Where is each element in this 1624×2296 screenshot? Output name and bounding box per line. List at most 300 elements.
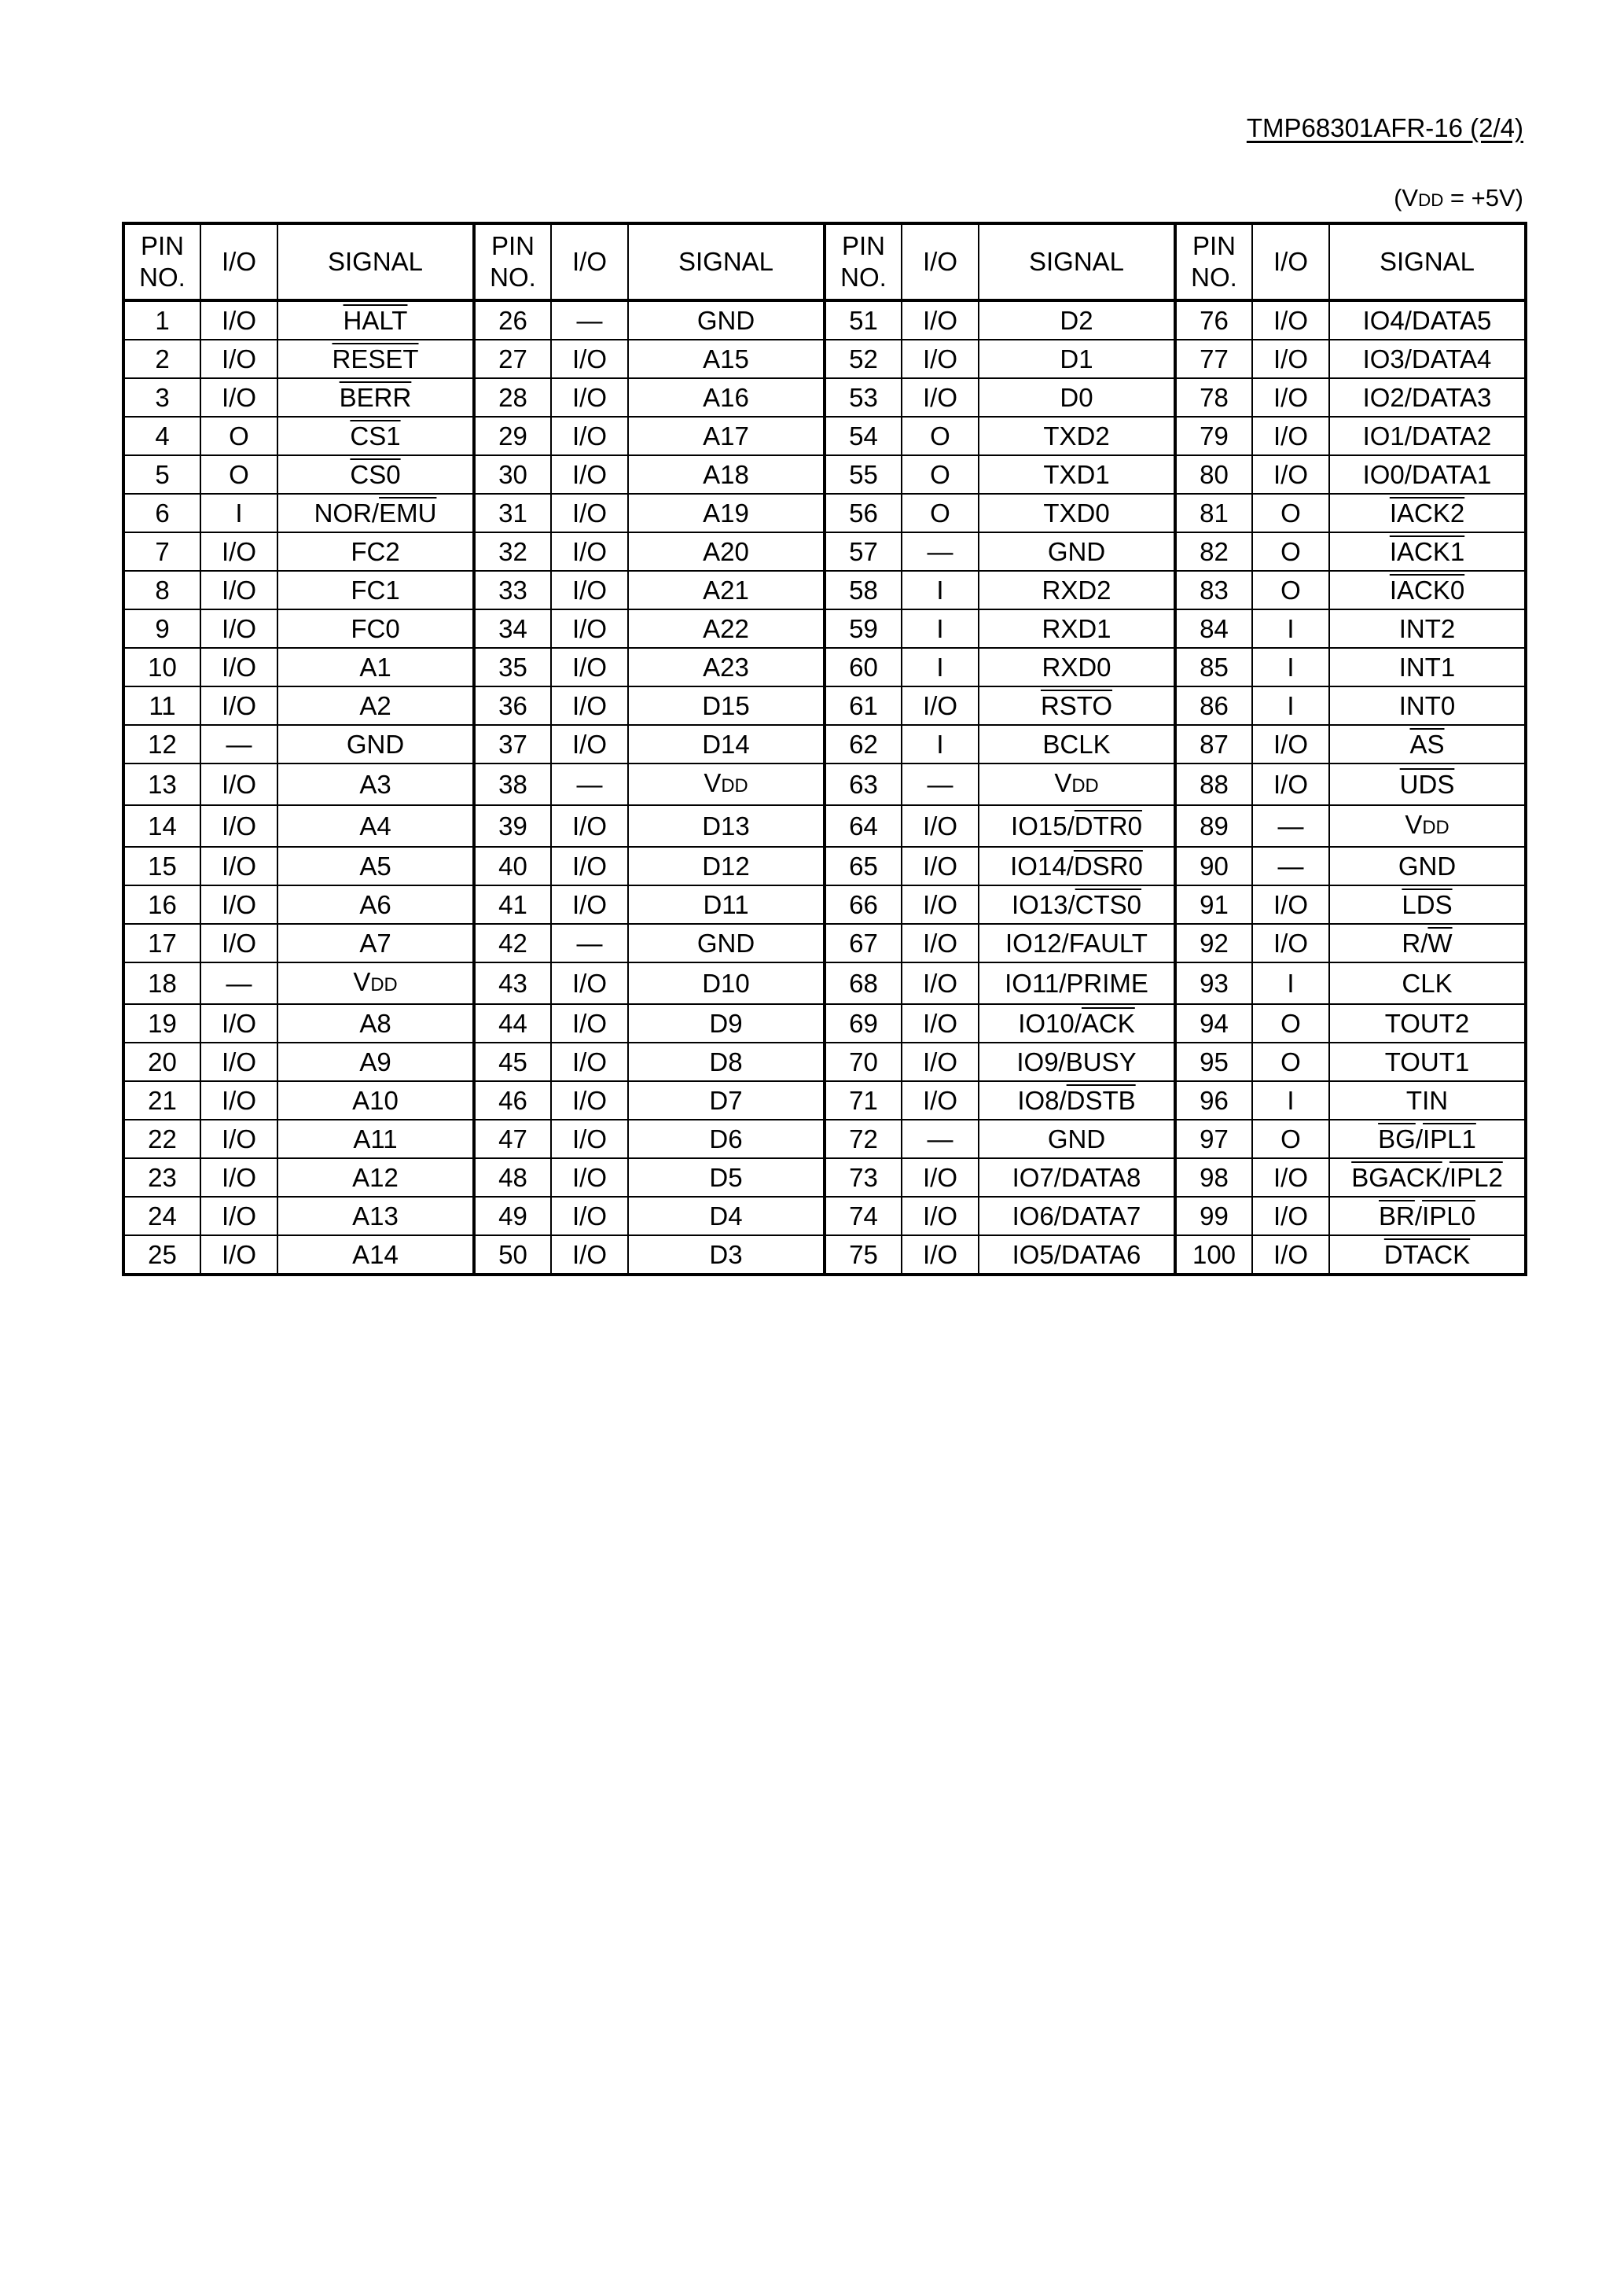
signal-name-cell — [628, 1043, 825, 1081]
table-row — [123, 885, 1526, 924]
signal-text-active-low: $\overline{ACK}$ — [1081, 1009, 1135, 1038]
pin-number-cell: 87 — [1175, 725, 1252, 763]
pin-number-cell: 65 — [825, 847, 902, 885]
table-row — [123, 300, 1526, 340]
signal-name-cell — [979, 1197, 1175, 1235]
io-direction-cell: I/O — [902, 1004, 979, 1043]
pin-number-cell: 20 — [123, 1043, 200, 1081]
signal-text-active-low: HALT — [343, 306, 408, 335]
signal-name-cell — [277, 962, 474, 1004]
signal-text-active-low: $\overline{BG}$ — [1378, 1124, 1416, 1154]
table-row — [123, 1235, 1526, 1275]
signal-text: FC2 — [351, 537, 400, 566]
header-row — [123, 223, 1526, 300]
signal-name-cell — [628, 1120, 825, 1158]
pin-number-cell: 57 — [825, 532, 902, 571]
pin-number-cell: 47 — [474, 1120, 551, 1158]
pin-number-cell: 10 — [123, 648, 200, 686]
signal-text: D0 — [1060, 383, 1093, 412]
io-direction-cell: I/O — [551, 805, 628, 847]
io-direction-cell: I/O — [902, 962, 979, 1004]
signal-text: A6 — [359, 890, 391, 919]
signal-name-cell — [1329, 571, 1526, 609]
header-io: I/O — [1252, 223, 1329, 300]
io-direction-cell: I/O — [551, 1158, 628, 1197]
io-direction-cell: I/O — [200, 340, 277, 378]
pin-number-cell: 26 — [474, 300, 551, 340]
signal-text: A17 — [703, 421, 749, 451]
pin-number-cell: 92 — [1175, 924, 1252, 962]
pin-number-cell: 63 — [825, 763, 902, 805]
signal-name-cell — [277, 494, 474, 532]
io-direction-cell: I/O — [200, 532, 277, 571]
signal-text: A16 — [703, 383, 749, 412]
signal-text-active-low: CS0 — [350, 460, 401, 489]
io-direction-cell: I/O — [1252, 417, 1329, 455]
signal-name-cell — [277, 1081, 474, 1120]
header-signal: SIGNAL — [628, 223, 825, 300]
signal-text: D13 — [702, 811, 750, 841]
signal-text: D9 — [709, 1009, 743, 1038]
table-row — [123, 648, 1526, 686]
signal-name-cell — [628, 378, 825, 417]
table-row — [123, 455, 1526, 494]
signal-name-cell — [979, 686, 1175, 725]
io-direction-cell: I/O — [1252, 340, 1329, 378]
signal-name-cell — [979, 1043, 1175, 1081]
pin-number-cell: 61 — [825, 686, 902, 725]
signal-text: IO7/DATA8 — [1012, 1163, 1141, 1192]
table-row — [123, 494, 1526, 532]
signal-name-cell — [628, 455, 825, 494]
signal-name-cell — [628, 805, 825, 847]
pin-number-cell: 60 — [825, 648, 902, 686]
io-direction-cell: I/O — [551, 1043, 628, 1081]
signal-name-cell — [277, 1004, 474, 1043]
signal-text-active-low: $\overline{AS}$ — [1409, 730, 1445, 759]
pin-number-cell: 11 — [123, 686, 200, 725]
io-direction-cell: I — [902, 648, 979, 686]
signal-name-cell — [628, 1158, 825, 1197]
signal-name-cell — [628, 1197, 825, 1235]
header-pin-no — [123, 223, 200, 300]
signal-text: D2 — [1060, 306, 1093, 335]
pin-number-cell: 81 — [1175, 494, 1252, 532]
signal-name-cell — [979, 1158, 1175, 1197]
io-direction-cell: I/O — [1252, 1158, 1329, 1197]
signal-text: INT0 — [1398, 691, 1456, 720]
signal-name-cell — [277, 805, 474, 847]
signal-text: D3 — [709, 1240, 743, 1269]
signal-name-cell — [628, 300, 825, 340]
io-direction-cell: I/O — [200, 924, 277, 962]
pin-number-cell: 28 — [474, 378, 551, 417]
signal-name-cell — [1329, 1004, 1526, 1043]
header-pin-no — [1175, 223, 1252, 300]
io-direction-cell: — — [1252, 847, 1329, 885]
io-direction-cell: I/O — [551, 455, 628, 494]
io-direction-cell: — — [1252, 805, 1329, 847]
table-row — [123, 340, 1526, 378]
pin-number-cell: 7 — [123, 532, 200, 571]
header-pin-line1: PIN — [491, 231, 535, 261]
pin-number-cell: 74 — [825, 1197, 902, 1235]
signal-text-active-low: IACK1 — [1389, 537, 1465, 566]
pin-number-cell: 79 — [1175, 417, 1252, 455]
signal-text: D14 — [702, 730, 750, 759]
signal-text-active-low: BERR — [339, 383, 412, 412]
signal-name-cell — [979, 494, 1175, 532]
io-direction-cell: I/O — [902, 686, 979, 725]
pin-number-cell: 88 — [1175, 763, 1252, 805]
page-title: TMP68301AFR-16 (2/4) — [1246, 113, 1523, 142]
pin-number-cell: 97 — [1175, 1120, 1252, 1158]
pin-number-cell: 12 — [123, 725, 200, 763]
signal-text: D10 — [702, 969, 750, 998]
io-direction-cell: — — [902, 763, 979, 805]
signal-text: FC0 — [351, 614, 400, 643]
signal-text: IO12/FAULT — [1005, 929, 1148, 958]
io-direction-cell: I/O — [551, 962, 628, 1004]
signal-name-cell — [628, 1004, 825, 1043]
pin-number-cell: 38 — [474, 763, 551, 805]
io-direction-cell: O — [1252, 1120, 1329, 1158]
signal-text-active-low: IACK2 — [1389, 499, 1465, 528]
io-direction-cell: I/O — [902, 1081, 979, 1120]
pin-number-cell: 83 — [1175, 571, 1252, 609]
signal-text: / — [1442, 1163, 1449, 1192]
signal-text: IO5/DATA6 — [1012, 1240, 1141, 1269]
signal-name-cell — [1329, 300, 1526, 340]
pin-number-cell: 86 — [1175, 686, 1252, 725]
pin-number-cell: 42 — [474, 924, 551, 962]
io-direction-cell: I/O — [200, 686, 277, 725]
pin-number-cell: 15 — [123, 847, 200, 885]
io-direction-cell: I/O — [1252, 725, 1329, 763]
signal-text-active-low: IPL1 — [1422, 1124, 1476, 1154]
io-direction-cell: I/O — [1252, 378, 1329, 417]
io-direction-cell: I/O — [200, 1043, 277, 1081]
signal-name-cell — [979, 1235, 1175, 1275]
signal-name-cell — [1329, 686, 1526, 725]
io-direction-cell: I/O — [200, 885, 277, 924]
signal-text: IO10/ — [1018, 1009, 1082, 1038]
pin-number-cell: 96 — [1175, 1081, 1252, 1120]
signal-text: GND — [1047, 537, 1106, 566]
pin-number-cell: 2 — [123, 340, 200, 378]
signal-text: IO2/DATA3 — [1362, 383, 1492, 412]
pin-number-cell: 76 — [1175, 300, 1252, 340]
signal-name-cell — [277, 532, 474, 571]
io-direction-cell: O — [902, 494, 979, 532]
signal-text-active-low: IPL2 — [1449, 1163, 1503, 1192]
signal-text-active-low: DTR0 — [1074, 811, 1142, 841]
header-io: I/O — [200, 223, 277, 300]
signal-name-cell — [1329, 1043, 1526, 1081]
signal-text: IO13/ — [1011, 890, 1075, 919]
signal-text: IO0/DATA1 — [1362, 460, 1492, 489]
signal-text: FC1 — [351, 576, 400, 605]
table-row — [123, 805, 1526, 847]
signal-text-active-low: DSTB — [1066, 1086, 1136, 1115]
header-signal: SIGNAL — [1329, 223, 1526, 300]
signal-text: RXD1 — [1042, 614, 1111, 643]
signal-text: A19 — [703, 499, 749, 528]
pin-number-cell: 89 — [1175, 805, 1252, 847]
io-direction-cell: I/O — [551, 378, 628, 417]
pin-number-cell: 33 — [474, 571, 551, 609]
pin-number-cell: 53 — [825, 378, 902, 417]
pin-number-cell: 91 — [1175, 885, 1252, 924]
io-direction-cell: I/O — [200, 378, 277, 417]
io-direction-cell: O — [1252, 494, 1329, 532]
signal-text: TXD2 — [1043, 421, 1110, 451]
io-direction-cell: O — [1252, 571, 1329, 609]
pin-number-cell: 30 — [474, 455, 551, 494]
signal-name-cell — [277, 885, 474, 924]
signal-text: D4 — [709, 1201, 743, 1231]
pin-number-cell: 45 — [474, 1043, 551, 1081]
io-direction-cell: O — [1252, 1043, 1329, 1081]
signal-text: A7 — [359, 929, 391, 958]
signal-name-cell — [628, 609, 825, 648]
io-direction-cell: I/O — [902, 1043, 979, 1081]
pin-number-cell: 36 — [474, 686, 551, 725]
signal-name-cell — [1329, 648, 1526, 686]
pin-number-cell: 49 — [474, 1197, 551, 1235]
io-direction-cell: I/O — [200, 1004, 277, 1043]
signal-name-cell — [628, 1235, 825, 1275]
signal-text: A11 — [353, 1124, 398, 1154]
io-direction-cell: I/O — [551, 1120, 628, 1158]
io-direction-cell: I — [1252, 609, 1329, 648]
pin-number-cell: 24 — [123, 1197, 200, 1235]
signal-text: D8 — [709, 1047, 743, 1076]
pin-number-cell: 52 — [825, 340, 902, 378]
io-direction-cell: I/O — [551, 340, 628, 378]
signal-name-cell — [277, 1120, 474, 1158]
signal-text: IO14/ — [1010, 852, 1074, 881]
signal-name-cell — [277, 763, 474, 805]
pin-number-cell: 66 — [825, 885, 902, 924]
signal-text: D7 — [709, 1086, 743, 1115]
table-row — [123, 1197, 1526, 1235]
header-pin-line2: NO. — [139, 263, 186, 292]
signal-name-cell — [277, 417, 474, 455]
pin-number-cell: 54 — [825, 417, 902, 455]
table-row — [123, 1158, 1526, 1197]
pin-number-cell: 56 — [825, 494, 902, 532]
signal-name-cell — [1329, 805, 1526, 847]
pin-number-cell: 58 — [825, 571, 902, 609]
signal-name-cell — [979, 805, 1175, 847]
pin-number-cell: 84 — [1175, 609, 1252, 648]
signal-name-cell — [979, 532, 1175, 571]
io-direction-cell: I/O — [200, 1158, 277, 1197]
table-row — [123, 417, 1526, 455]
signal-text: TOUT1 — [1384, 1047, 1470, 1076]
signal-name-cell — [277, 455, 474, 494]
io-direction-cell: I — [1252, 648, 1329, 686]
pin-number-cell: 50 — [474, 1235, 551, 1275]
table-body — [123, 300, 1526, 1275]
signal-name-cell — [628, 885, 825, 924]
signal-text-active-low: $\overline{W}$ — [1427, 929, 1453, 958]
signal-text-active-low: RSTO — [1040, 691, 1113, 720]
table-row — [123, 924, 1526, 962]
table-row — [123, 1120, 1526, 1158]
io-direction-cell: O — [1252, 532, 1329, 571]
pin-number-cell: 55 — [825, 455, 902, 494]
signal-text: A20 — [703, 537, 749, 566]
pin-number-cell: 39 — [474, 805, 551, 847]
table-row — [123, 847, 1526, 885]
pin-number-cell: 32 — [474, 532, 551, 571]
signal-text: D1 — [1060, 344, 1093, 373]
signal-text-active-low: DSR0 — [1073, 852, 1143, 881]
signal-name-cell — [277, 300, 474, 340]
signal-name-cell — [979, 648, 1175, 686]
signal-text: A8 — [359, 1009, 391, 1038]
signal-text: TIN — [1405, 1086, 1449, 1115]
pin-assignment-table — [122, 222, 1527, 1276]
signal-name-cell — [277, 1158, 474, 1197]
signal-name-cell — [1329, 962, 1526, 1004]
io-direction-cell: I/O — [551, 571, 628, 609]
pin-number-cell: 80 — [1175, 455, 1252, 494]
io-direction-cell: I/O — [902, 885, 979, 924]
pin-number-cell: 8 — [123, 571, 200, 609]
signal-text: A9 — [359, 1047, 391, 1076]
pin-number-cell: 34 — [474, 609, 551, 648]
signal-text: GND — [1047, 1124, 1106, 1154]
io-direction-cell: I — [1252, 686, 1329, 725]
signal-text: A1 — [359, 653, 391, 682]
io-direction-cell: I — [1252, 1081, 1329, 1120]
signal-text: A5 — [359, 852, 391, 881]
signal-name-cell — [979, 417, 1175, 455]
io-direction-cell: I/O — [902, 340, 979, 378]
signal-text: GND — [696, 306, 755, 335]
signal-text-active-low: RESET — [332, 344, 419, 373]
table-row — [123, 962, 1526, 1004]
signal-text: / — [1414, 1201, 1423, 1231]
pin-number-cell: 68 — [825, 962, 902, 1004]
pin-number-cell: 82 — [1175, 532, 1252, 571]
vdd-note-value: = +5V) — [1443, 184, 1523, 212]
io-direction-cell: I/O — [902, 805, 979, 847]
signal-text: INT1 — [1398, 653, 1456, 682]
signal-text: VDD — [704, 768, 748, 797]
signal-text-active-low: DTACK — [1383, 1240, 1471, 1269]
io-direction-cell: I/O — [902, 924, 979, 962]
signal-text: GND — [346, 730, 405, 759]
signal-text: RXD2 — [1042, 576, 1111, 605]
io-direction-cell: I/O — [200, 805, 277, 847]
signal-text: IO15/ — [1011, 811, 1075, 841]
signal-name-cell — [1329, 1120, 1526, 1158]
pin-number-cell: 98 — [1175, 1158, 1252, 1197]
signal-name-cell — [979, 1120, 1175, 1158]
signal-name-cell — [979, 725, 1175, 763]
signal-text: A15 — [703, 344, 749, 373]
table-row — [123, 378, 1526, 417]
table-row — [123, 1004, 1526, 1043]
signal-text-active-low: $\overline{UDS}$ — [1399, 770, 1455, 799]
vdd-note-subscript: DD — [1418, 190, 1444, 210]
pin-number-cell: 35 — [474, 648, 551, 686]
io-direction-cell: I/O — [551, 648, 628, 686]
signal-name-cell — [1329, 532, 1526, 571]
io-direction-cell: — — [551, 924, 628, 962]
signal-name-cell — [1329, 1197, 1526, 1235]
pin-number-cell: 43 — [474, 962, 551, 1004]
io-direction-cell: I/O — [551, 686, 628, 725]
signal-text: R/ — [1402, 929, 1428, 958]
header-pin-line1: PIN — [841, 231, 885, 261]
io-direction-cell: I/O — [200, 847, 277, 885]
pin-number-cell: 31 — [474, 494, 551, 532]
io-direction-cell: I/O — [551, 609, 628, 648]
signal-text: A4 — [359, 811, 391, 841]
header-signal: SIGNAL — [277, 223, 474, 300]
signal-name-cell — [1329, 494, 1526, 532]
signal-name-cell — [628, 924, 825, 962]
signal-name-cell — [979, 763, 1175, 805]
io-direction-cell: I/O — [902, 847, 979, 885]
signal-text: A23 — [703, 653, 749, 682]
signal-name-cell — [628, 725, 825, 763]
io-direction-cell: I/O — [1252, 300, 1329, 340]
io-direction-cell: I/O — [551, 885, 628, 924]
io-direction-cell: I/O — [200, 763, 277, 805]
signal-name-cell — [979, 340, 1175, 378]
io-direction-cell: I/O — [1252, 1235, 1329, 1275]
signal-name-cell — [979, 962, 1175, 1004]
signal-text-active-low: CS1 — [350, 421, 401, 451]
signal-name-cell — [628, 494, 825, 532]
signal-text: A14 — [352, 1240, 399, 1269]
io-direction-cell: I/O — [200, 1120, 277, 1158]
pin-number-cell: 46 — [474, 1081, 551, 1120]
signal-text-active-low: IPL0 — [1422, 1201, 1475, 1231]
pin-number-cell: 48 — [474, 1158, 551, 1197]
io-direction-cell: I/O — [551, 1081, 628, 1120]
pin-number-cell: 41 — [474, 885, 551, 924]
signal-name-cell — [277, 378, 474, 417]
signal-text: A18 — [703, 460, 749, 489]
signal-name-cell — [628, 417, 825, 455]
pin-number-cell: 14 — [123, 805, 200, 847]
signal-text: D6 — [709, 1124, 743, 1154]
io-direction-cell: I/O — [902, 1158, 979, 1197]
io-direction-cell: I/O — [200, 300, 277, 340]
table-row — [123, 686, 1526, 725]
signal-name-cell — [1329, 455, 1526, 494]
signal-text-active-low: $\overline{BR}$ — [1379, 1201, 1415, 1231]
io-direction-cell: I/O — [551, 532, 628, 571]
signal-name-cell — [979, 885, 1175, 924]
signal-name-cell — [277, 1235, 474, 1275]
signal-name-cell — [1329, 1235, 1526, 1275]
io-direction-cell: I — [902, 725, 979, 763]
pin-number-cell: 73 — [825, 1158, 902, 1197]
pin-number-cell: 70 — [825, 1043, 902, 1081]
pin-number-cell: 22 — [123, 1120, 200, 1158]
pin-number-cell: 100 — [1175, 1235, 1252, 1275]
signal-text: TOUT2 — [1384, 1009, 1470, 1038]
pin-number-cell: 21 — [123, 1081, 200, 1120]
